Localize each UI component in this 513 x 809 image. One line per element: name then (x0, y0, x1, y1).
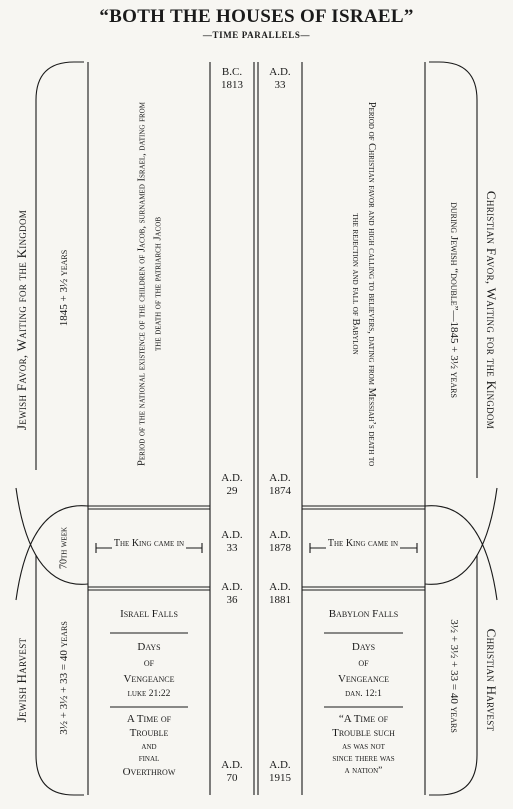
right-harvest-box (302, 608, 425, 622)
right-king-came-in: The King came in (327, 538, 399, 549)
israel-falls: Israel Falls (120, 608, 178, 620)
left-vengeance: Days of Vengeance luke 21:22 (123, 641, 175, 699)
chart-subtitle: —TIME PARALLELS— (202, 30, 311, 40)
christian-favor-label: Christian Favor, Waiting for the Kingdom (484, 190, 499, 430)
date-left-1: B.C. 1813 (221, 66, 243, 91)
christian-favor-years: during Jewish “double”—1845 + 3½ years (448, 202, 460, 398)
right-vengeance: Days of Vengeance dan. 12:1 (337, 641, 390, 699)
date-left-4: A.D. 36 (221, 581, 243, 606)
right-period-text: Period of Christian favor and high calling to believers, dating from Messiah’s death to the rejection and fall of Babylon (350, 101, 377, 467)
seventieth-week-label: 70th week (58, 526, 70, 570)
chart-title: “BOTH THE HOUSES OF ISRAEL” (99, 6, 414, 27)
seventieth-week-arc-right-2 (425, 488, 497, 584)
seventieth-week-arc-left-2 (16, 488, 88, 584)
left-time-of-trouble: A Time of Trouble and final Overthrow (122, 713, 176, 779)
christian-harvest-years: 3½ + 3½ + 33 = 40 years (448, 619, 460, 733)
date-left-2: A.D. 29 (221, 472, 243, 497)
left-king-came-in: The King came in (113, 538, 185, 549)
date-left-3: A.D. 33 (221, 529, 243, 554)
date-right-1: A.D. 33 (269, 66, 291, 91)
jewish-favor-label: Jewish Favor, Waiting for the Kingdom (14, 209, 29, 431)
date-left-5: A.D. 70 (221, 759, 243, 784)
jewish-favor-years: 1845 + 3½ years (58, 249, 70, 327)
left-harvest-box (88, 608, 210, 622)
date-right-4: A.D. 1881 (269, 581, 291, 606)
date-right-2: A.D. 1874 (269, 472, 291, 497)
date-right-3: A.D. 1878 (269, 529, 291, 554)
left-period-text: Period of the national existence of the children of Jacob, surnamed Israel, dating from the death of the patriarch Jacob (136, 102, 163, 466)
christian-harvest-label: Christian Harvest (484, 628, 499, 732)
date-right-5: A.D. 1915 (269, 759, 291, 784)
seventieth-week-arc-left (16, 506, 88, 600)
seventieth-week-arc-right (425, 506, 497, 600)
jewish-harvest-years: 3½ + 3½ + 33 = 40 years (58, 621, 70, 735)
jewish-harvest-label: Jewish Harvest (14, 637, 29, 723)
right-time-of-trouble: “A Time of Trouble such as was not since there was a nation” (332, 713, 395, 777)
babylon-falls: Babylon Falls (328, 608, 399, 620)
